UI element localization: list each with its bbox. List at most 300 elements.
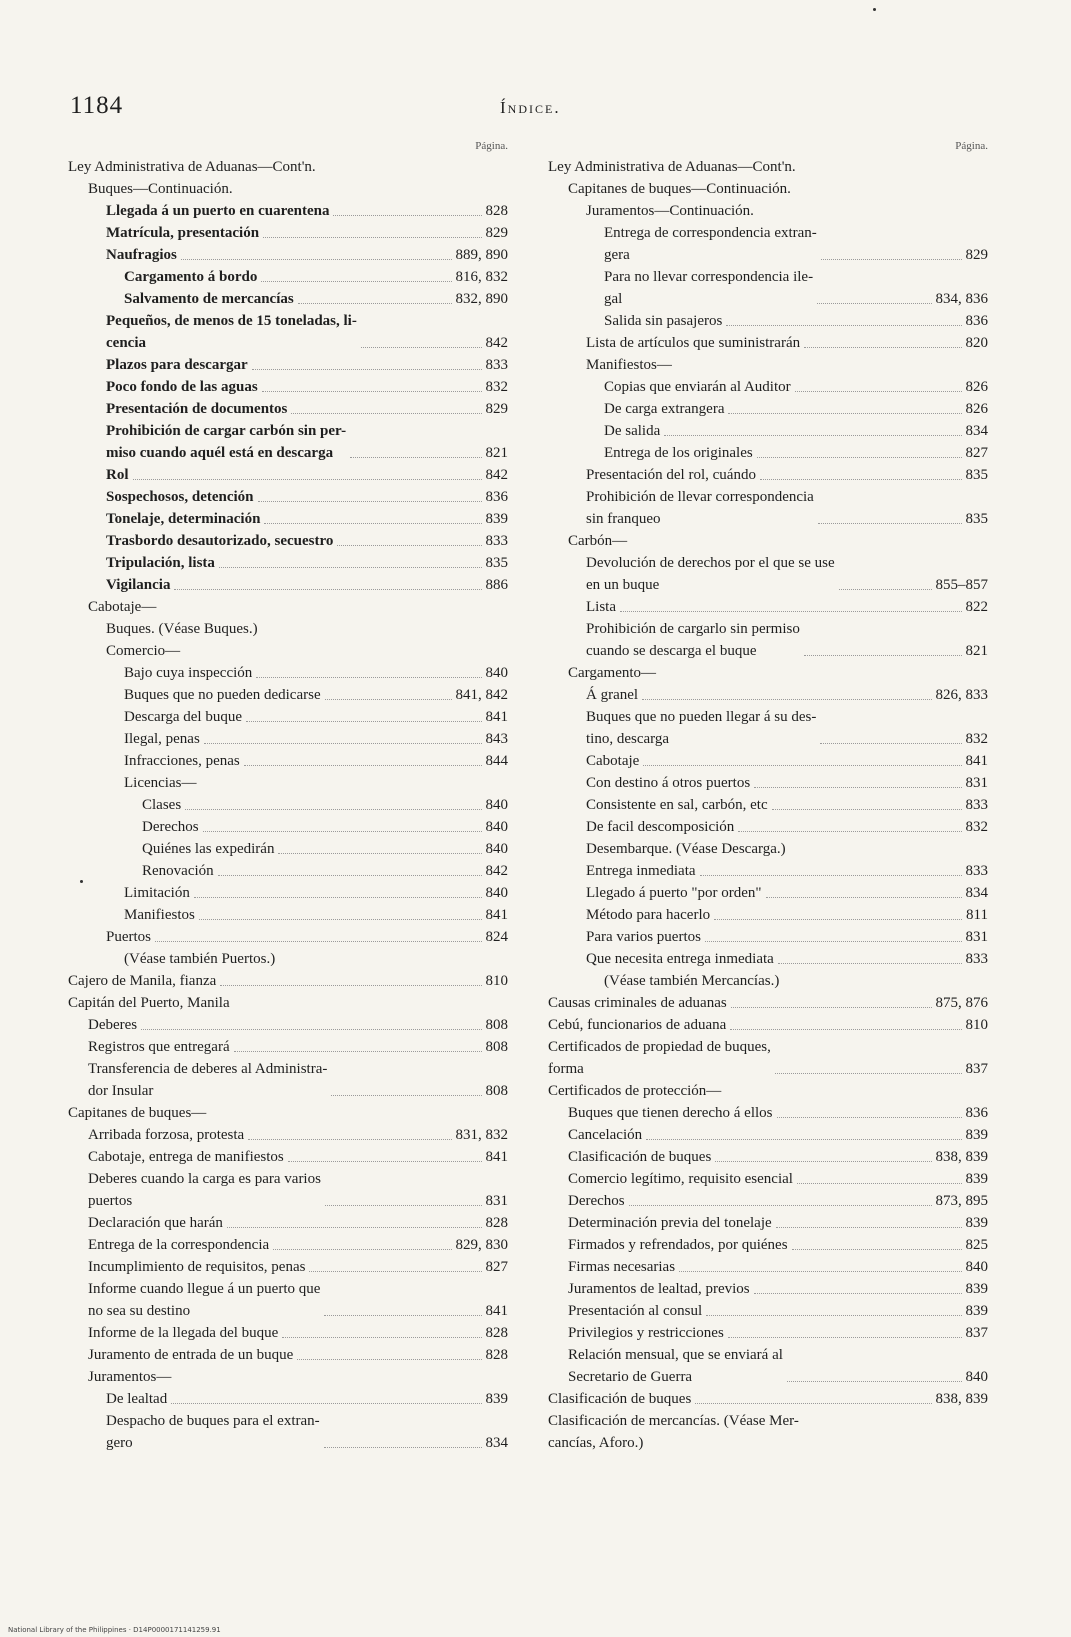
- entry-page-numbers: 839: [485, 511, 508, 527]
- entry-text: Plazos para descargar: [106, 357, 248, 373]
- entry-page-numbers: 828: [485, 1347, 508, 1363]
- index-entry: [548, 354, 988, 376]
- index-entry: [548, 1014, 988, 1036]
- entry-page-numbers: 840: [965, 1259, 988, 1275]
- index-entry: [548, 200, 988, 222]
- entry-page-numbers: 829: [485, 401, 508, 417]
- dot-leader: [643, 765, 961, 766]
- dot-leader: [350, 457, 481, 458]
- dot-leader: [199, 919, 482, 920]
- entry-text: Lista: [586, 599, 616, 615]
- entry-text: Pequeños, de menos de 15 toneladas, li- cencia: [106, 313, 357, 351]
- dot-leader: [282, 1337, 481, 1338]
- dot-leader: [261, 281, 451, 282]
- entry-page-numbers: 839: [965, 1215, 988, 1231]
- dot-leader: [776, 1227, 962, 1228]
- dot-leader: [155, 941, 482, 942]
- entry-page-numbers: 875, 876: [935, 995, 988, 1011]
- dot-leader: [700, 875, 962, 876]
- entry-page-numbers: 873, 895: [935, 1193, 988, 1209]
- entry-page-numbers: 824: [485, 929, 508, 945]
- dot-leader: [731, 1007, 932, 1008]
- index-entry: [548, 1322, 988, 1344]
- entry-page-numbers: 835: [965, 467, 988, 483]
- index-entry: [68, 1234, 508, 1256]
- index-entry: [548, 772, 988, 794]
- index-entry: [68, 662, 508, 684]
- dot-leader: [219, 567, 482, 568]
- dot-leader: [185, 809, 481, 810]
- dot-leader: [325, 699, 452, 700]
- dot-leader: [777, 1117, 962, 1118]
- dot-leader: [804, 347, 961, 348]
- index-entry: [68, 310, 508, 354]
- entry-text: Rol: [106, 467, 129, 483]
- entry-text: Con destino á otros puertos: [586, 775, 751, 791]
- entry-text: Deberes: [88, 1017, 138, 1033]
- entry-text: Copias que enviarán al Auditor: [604, 379, 791, 395]
- index-entry: [548, 1300, 988, 1322]
- entry-page-numbers: 826, 833: [935, 687, 988, 703]
- index-entry: [548, 266, 988, 310]
- entry-text: Cebú, funcionarios de aduana: [548, 1017, 727, 1033]
- index-entry: [68, 1036, 508, 1058]
- dot-leader: [754, 1293, 962, 1294]
- entry-text: Ley Administrativa de Aduanas—Cont'n.: [68, 159, 316, 175]
- index-entry: [68, 970, 508, 992]
- dot-leader: [715, 1161, 931, 1162]
- entry-text: Sospechosos, detención: [106, 489, 254, 505]
- index-entry: [68, 948, 508, 970]
- entry-page-numbers: 835: [965, 511, 988, 527]
- entry-page-numbers: 821: [965, 643, 988, 659]
- entry-text: Cargamento á bordo: [124, 269, 258, 285]
- index-entry: [548, 486, 988, 530]
- entry-page-numbers: 831, 832: [455, 1127, 508, 1143]
- dot-leader: [821, 259, 962, 260]
- entry-text: Buques. (Véase Buques.): [106, 621, 258, 637]
- index-entry: [68, 354, 508, 376]
- entry-page-numbers: 839: [485, 1391, 508, 1407]
- entry-text: Prohibición de llevar correspondencia sin franqueo: [586, 489, 814, 527]
- entry-text: Manifiestos—: [586, 357, 672, 373]
- entry-page-numbers: 808: [485, 1039, 508, 1055]
- index-entry: [548, 948, 988, 970]
- entry-text: Cancelación: [568, 1127, 643, 1143]
- index-entry: [68, 200, 508, 222]
- dot-leader: [642, 699, 931, 700]
- entry-page-numbers: 842: [485, 863, 508, 879]
- dot-leader: [730, 1029, 961, 1030]
- index-entry: [548, 1410, 988, 1454]
- index-entry: [68, 1278, 508, 1322]
- dot-leader: [705, 941, 962, 942]
- index-column-right: [548, 140, 988, 1454]
- index-entry: [68, 1058, 508, 1102]
- entry-page-numbers: 834: [965, 885, 988, 901]
- entry-text: Causas criminales de aduanas: [548, 995, 727, 1011]
- entry-text: De facil descomposición: [586, 819, 735, 835]
- dot-leader: [288, 1161, 482, 1162]
- entry-text: Desembarque. (Véase Descarga.): [586, 841, 786, 857]
- dot-leader: [331, 1095, 481, 1096]
- index-entry: [68, 640, 508, 662]
- entry-page-numbers: 839: [965, 1281, 988, 1297]
- index-entry: [548, 750, 988, 772]
- dot-leader: [620, 611, 962, 612]
- entry-text: Salida sin pasajeros: [604, 313, 723, 329]
- entry-text: Entrega inmediata: [586, 863, 696, 879]
- index-entry: [68, 244, 508, 266]
- index-entry: [548, 222, 988, 266]
- dot-leader: [772, 809, 962, 810]
- dot-leader: [324, 1447, 482, 1448]
- index-entry: [68, 1256, 508, 1278]
- index-entry: [68, 706, 508, 728]
- dot-leader: [757, 457, 962, 458]
- entry-text: Poco fondo de las aguas: [106, 379, 258, 395]
- entry-text: Tripulación, lista: [106, 555, 215, 571]
- entry-page-numbers: 840: [965, 1369, 988, 1385]
- entry-page-numbers: 889, 890: [455, 247, 508, 263]
- entry-text: Determinación previa del tonelaje: [568, 1215, 772, 1231]
- dot-leader: [728, 1337, 962, 1338]
- index-entry: [68, 838, 508, 860]
- entry-text: Presentación al consul: [568, 1303, 703, 1319]
- entry-page-numbers: 837: [965, 1325, 988, 1341]
- entry-text: Comercio legítimo, requisito esencial: [568, 1171, 793, 1187]
- entry-page-numbers: 826: [965, 401, 988, 417]
- entry-page-numbers: 840: [485, 841, 508, 857]
- running-title: Índice.: [500, 98, 561, 117]
- entry-page-numbers: 832: [965, 731, 988, 747]
- dot-leader: [728, 413, 961, 414]
- entry-text: Prohibición de cargar carbón sin per- miso cuando aquél está en descarga: [106, 423, 347, 461]
- entry-page-numbers: 835: [485, 555, 508, 571]
- entry-text: Privilegios y restricciones: [568, 1325, 724, 1341]
- entry-text: Renovación: [142, 863, 214, 879]
- scan-footer: National Library of the Philippines · D14P0000171141259.91: [8, 1626, 221, 1634]
- entry-page-numbers: 841: [485, 709, 508, 725]
- index-entry: [68, 1344, 508, 1366]
- dot-leader: [252, 369, 482, 370]
- entry-page-numbers: 836: [485, 489, 508, 505]
- entry-text: (Véase también Mercancías.): [604, 973, 780, 989]
- dot-leader: [738, 831, 961, 832]
- index-entry: [68, 772, 508, 794]
- dot-leader: [227, 1227, 482, 1228]
- index-entry: [548, 1278, 988, 1300]
- dot-leader: [171, 1403, 481, 1404]
- dot-leader: [706, 1315, 961, 1316]
- index-entry: [68, 464, 508, 486]
- dot-leader: [298, 303, 452, 304]
- entry-page-numbers: 811: [966, 907, 988, 923]
- entry-text: Derechos: [142, 819, 199, 835]
- entry-page-numbers: 828: [485, 1325, 508, 1341]
- dot-leader: [817, 303, 931, 304]
- entry-text: Cabotaje, entrega de manifiestos: [88, 1149, 284, 1165]
- dot-leader: [726, 325, 961, 326]
- index-entry: [548, 1080, 988, 1102]
- index-entry: [548, 838, 988, 860]
- dot-leader: [297, 1359, 481, 1360]
- entry-page-numbers: 831: [965, 775, 988, 791]
- index-entry: [68, 508, 508, 530]
- dot-leader: [820, 743, 961, 744]
- entry-page-numbers: 827: [965, 445, 988, 461]
- index-entry: [548, 926, 988, 948]
- index-column-left: [68, 140, 508, 1454]
- entry-text: Entrega de la correspondencia: [88, 1237, 270, 1253]
- entry-text: Juramentos de lealtad, previos: [568, 1281, 750, 1297]
- index-entry: [548, 552, 988, 596]
- index-entry: [68, 486, 508, 508]
- entry-page-numbers: 841, 842: [455, 687, 508, 703]
- index-entry: [68, 1322, 508, 1344]
- entry-text: Llegado á puerto "por orden": [586, 885, 762, 901]
- entry-page-numbers: 841: [485, 1149, 508, 1165]
- entry-page-numbers: 837: [965, 1061, 988, 1077]
- index-entry: [68, 552, 508, 574]
- entry-text: Quiénes las expedirán: [142, 841, 275, 857]
- column-page-label: Página.: [955, 140, 988, 152]
- index-entry: [548, 1102, 988, 1124]
- entry-text: Comercio—: [106, 643, 181, 659]
- index-entry: [548, 1212, 988, 1234]
- entry-text: Devolución de derechos por el que se use en un buque: [586, 555, 835, 593]
- entry-text: Deberes cuando la carga es para varios puertos: [88, 1171, 321, 1209]
- index-entry: [68, 222, 508, 244]
- entry-text: Juramentos—: [88, 1369, 172, 1385]
- index-entry: [68, 266, 508, 288]
- index-entry: [548, 970, 988, 992]
- dot-leader: [646, 1139, 961, 1140]
- entry-text: Derechos: [568, 1193, 625, 1209]
- index-entry: [548, 310, 988, 332]
- dot-leader: [775, 1073, 962, 1074]
- index-entry: [68, 904, 508, 926]
- entry-page-numbers: 833: [965, 797, 988, 813]
- entry-page-numbers: 842: [485, 335, 508, 351]
- dot-leader: [218, 875, 482, 876]
- dot-leader: [797, 1183, 962, 1184]
- index-entry: [548, 442, 988, 464]
- entry-page-numbers: 834, 836: [935, 291, 988, 307]
- dot-leader: [818, 523, 962, 524]
- dot-leader: [333, 215, 481, 216]
- entry-text: Clasificación de mercancías. (Véase Mer- cancías, Aforo.): [548, 1413, 799, 1451]
- index-entry: [68, 398, 508, 420]
- index-entry: [548, 464, 988, 486]
- entry-text: Capitán del Puerto, Manila: [68, 995, 230, 1011]
- entry-page-numbers: 840: [485, 797, 508, 813]
- index-entry: [68, 376, 508, 398]
- entry-page-numbers: 844: [485, 753, 508, 769]
- dot-leader: [337, 545, 481, 546]
- entry-text: Buques que no pueden llegar á su des- tino, descarga: [586, 709, 817, 747]
- entry-text: Despacho de buques para el extran- gero: [106, 1413, 320, 1451]
- entry-text: Para no llevar correspondencia ile- gal: [604, 269, 814, 307]
- entry-page-numbers: 832: [965, 819, 988, 835]
- entry-page-numbers: 840: [485, 665, 508, 681]
- entry-page-numbers: 826: [965, 379, 988, 395]
- entry-page-numbers: 841: [485, 907, 508, 923]
- index-entry: [548, 662, 988, 684]
- index-entry: [68, 618, 508, 640]
- entry-text: Capitanes de buques—Continuación.: [568, 181, 791, 197]
- index-entry: [68, 574, 508, 596]
- index-entry: [68, 684, 508, 706]
- entry-text: Informe de la llegada del buque: [88, 1325, 279, 1341]
- index-entry: [68, 926, 508, 948]
- index-entry: [548, 1124, 988, 1146]
- index-entry: [548, 1256, 988, 1278]
- entry-page-numbers: 831: [485, 1193, 508, 1209]
- entry-text: Capitanes de buques—: [68, 1105, 207, 1121]
- entry-text: Ley Administrativa de Aduanas—Cont'n.: [548, 159, 796, 175]
- index-entry: [548, 398, 988, 420]
- index-entry: [548, 816, 988, 838]
- entry-page-numbers: 833: [485, 357, 508, 373]
- entry-text: Matrícula, presentación: [106, 225, 260, 241]
- entry-page-numbers: 840: [485, 819, 508, 835]
- entry-text: Consistente en sal, carbón, etc: [586, 797, 768, 813]
- dot-leader: [244, 765, 482, 766]
- index-entries-right: [548, 156, 988, 1454]
- entry-page-numbers: 839: [965, 1303, 988, 1319]
- entry-page-numbers: 831: [965, 929, 988, 945]
- dot-leader: [262, 391, 482, 392]
- entry-text: Presentación de documentos: [106, 401, 288, 417]
- entry-text: Vigilancia: [106, 577, 171, 593]
- dot-leader: [291, 413, 481, 414]
- entry-text: Cabotaje: [586, 753, 640, 769]
- entry-page-numbers: 829: [965, 247, 988, 263]
- entry-text: Bajo cuya inspección: [124, 665, 253, 681]
- entry-text: Infracciones, penas: [124, 753, 240, 769]
- entry-page-numbers: 841: [485, 1303, 508, 1319]
- index-entry: [548, 860, 988, 882]
- entry-page-numbers: 828: [485, 203, 508, 219]
- index-entry: [68, 1146, 508, 1168]
- index-entry: [68, 992, 508, 1014]
- entry-page-numbers: 810: [965, 1017, 988, 1033]
- entry-page-numbers: 828: [485, 1215, 508, 1231]
- dot-leader: [194, 897, 482, 898]
- dot-leader: [278, 853, 481, 854]
- index-entry: [68, 1124, 508, 1146]
- index-entry: [548, 882, 988, 904]
- index-entry: [68, 596, 508, 618]
- dot-leader: [787, 1381, 962, 1382]
- entry-page-numbers: 832, 890: [455, 291, 508, 307]
- index-entry: [548, 1146, 988, 1168]
- entry-text: Tonelaje, determinación: [106, 511, 261, 527]
- dot-leader: [325, 1205, 482, 1206]
- dot-leader: [264, 523, 481, 524]
- dot-leader: [324, 1315, 481, 1316]
- entry-text: De salida: [604, 423, 661, 439]
- index-entry: [68, 1410, 508, 1454]
- dot-leader: [273, 1249, 451, 1250]
- entry-page-numbers: 816, 832: [455, 269, 508, 285]
- dot-leader: [766, 897, 962, 898]
- column-page-label: Página.: [475, 140, 508, 152]
- entry-text: Ilegal, penas: [124, 731, 200, 747]
- entry-text: Llegada á un puerto en cuarentena: [106, 203, 330, 219]
- entry-text: Para varios puertos: [586, 929, 701, 945]
- entry-page-numbers: 838, 839: [935, 1391, 988, 1407]
- index-entry: [548, 1168, 988, 1190]
- entry-text: Descarga del buque: [124, 709, 243, 725]
- dot-leader: [778, 963, 962, 964]
- dot-leader: [760, 479, 962, 480]
- entry-page-numbers: 827: [485, 1259, 508, 1275]
- index-entry: [548, 156, 988, 178]
- entry-text: Á granel: [586, 687, 639, 703]
- dot-leader: [839, 589, 932, 590]
- entry-text: Limitación: [124, 885, 190, 901]
- entry-text: Transferencia de deberes al Administra- dor Insular: [88, 1061, 328, 1099]
- dot-leader: [133, 479, 482, 480]
- page-header: [70, 92, 1000, 128]
- index-entry: [548, 794, 988, 816]
- entry-text: Cabotaje—: [88, 599, 157, 615]
- entry-page-numbers: 834: [485, 1435, 508, 1451]
- dot-leader: [309, 1271, 481, 1272]
- index-entry: [68, 1366, 508, 1388]
- entry-page-numbers: 833: [965, 863, 988, 879]
- dot-leader: [220, 985, 481, 986]
- dot-leader: [754, 787, 961, 788]
- index-entry: [548, 596, 988, 618]
- entry-text: Buques que tienen derecho á ellos: [568, 1105, 773, 1121]
- entry-text: Trasbordo desautorizado, secuestro: [106, 533, 334, 549]
- entry-page-numbers: 825: [965, 1237, 988, 1253]
- entry-text: Buques—Continuación.: [88, 181, 233, 197]
- entry-page-numbers: 833: [485, 533, 508, 549]
- entry-text: Firmados y refrendados, por quiénes: [568, 1237, 788, 1253]
- dot-leader: [714, 919, 962, 920]
- dot-leader: [181, 259, 452, 260]
- index-entry: [68, 816, 508, 838]
- entry-text: Certificados de propiedad de buques, forma: [548, 1039, 771, 1077]
- index-entry: [68, 1014, 508, 1036]
- entry-text: Informe cuando llegue á un puerto que no sea su destino: [88, 1281, 321, 1319]
- dot-leader: [141, 1029, 481, 1030]
- entry-text: Relación mensual, que se enviará al Secretario de Guerra: [568, 1347, 783, 1385]
- index-entry: [68, 728, 508, 750]
- entry-text: Clasificación de buques: [568, 1149, 712, 1165]
- entry-text: Juramentos—Continuación.: [586, 203, 754, 219]
- index-entry: [548, 1344, 988, 1388]
- entry-text: Juramento de entrada de un buque: [88, 1347, 294, 1363]
- entry-text: Arribada forzosa, protesta: [88, 1127, 245, 1143]
- entry-page-numbers: 886: [485, 577, 508, 593]
- entry-text: Entrega de correspondencia extran- gera: [604, 225, 817, 263]
- entry-page-numbers: 836: [965, 313, 988, 329]
- entry-page-numbers: 839: [965, 1127, 988, 1143]
- entry-text: Salvamento de mercancías: [124, 291, 294, 307]
- index-entry: [548, 332, 988, 354]
- dot-leader: [792, 1249, 962, 1250]
- dot-leader: [246, 721, 481, 722]
- dot-leader: [679, 1271, 961, 1272]
- index-entry: [548, 706, 988, 750]
- entry-text: Manifiestos: [124, 907, 195, 923]
- dot-leader: [256, 677, 481, 678]
